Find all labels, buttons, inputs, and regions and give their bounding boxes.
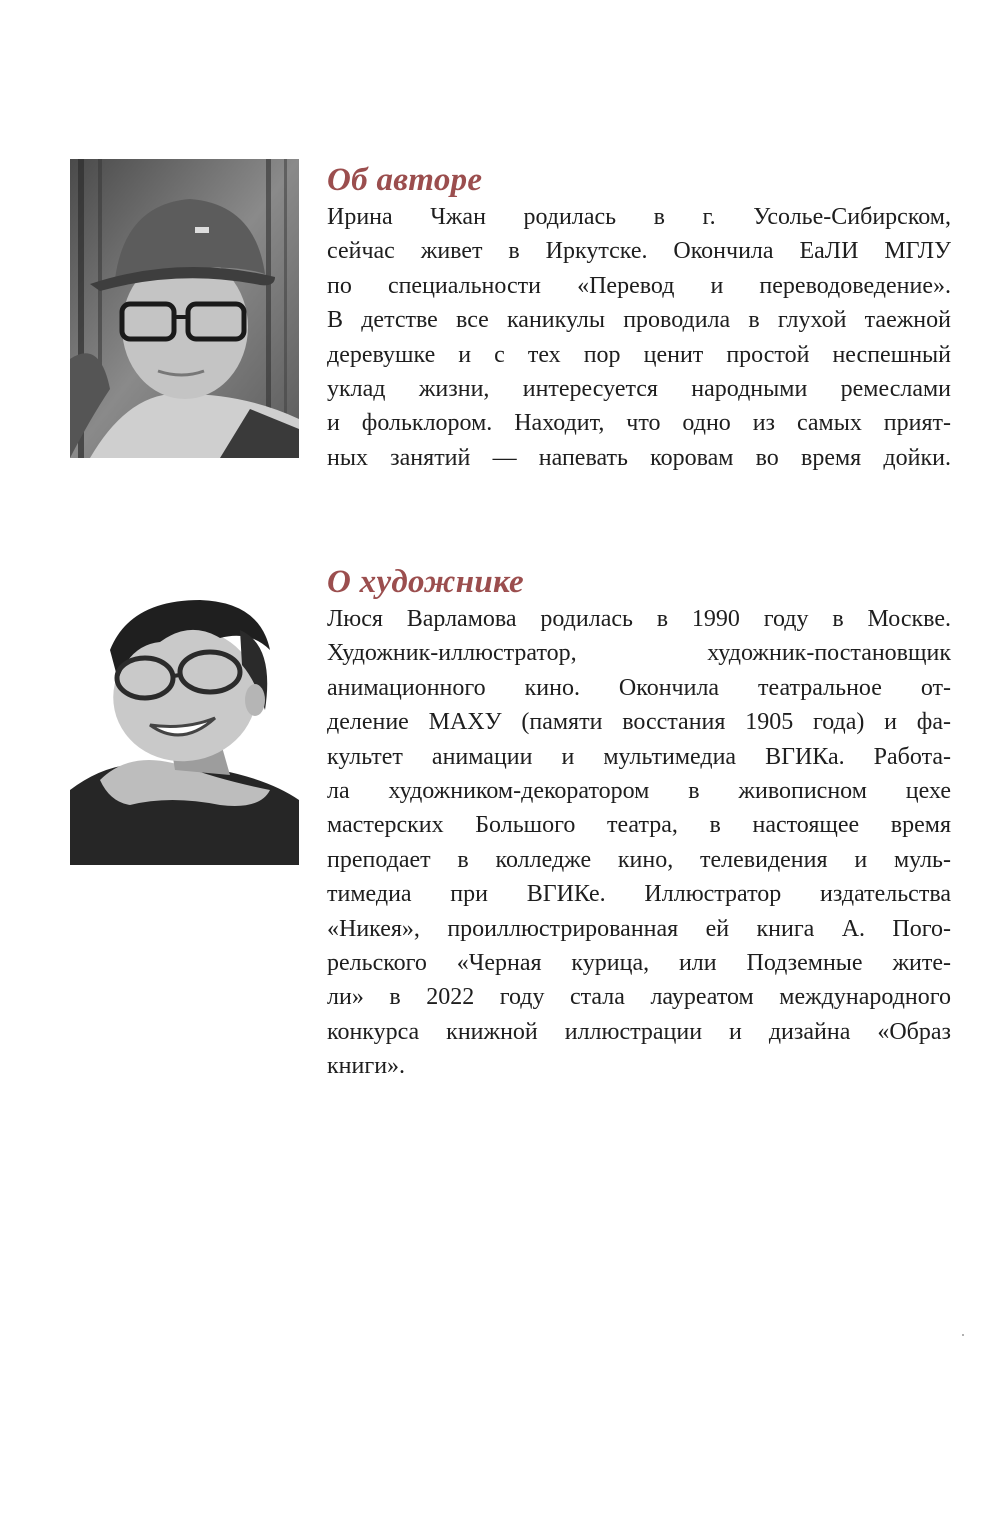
artist-bio-line: книги». <box>327 1053 406 1080</box>
artist-bio-line: ла художником-декоратором в живописном цехе <box>327 778 951 805</box>
author-heading: Об авторе <box>327 162 483 198</box>
author-section <box>327 160 951 475</box>
author-bio-line: деревушке и с тех пор ценит простой неспешный <box>327 341 951 368</box>
author-bio-line: В детстве все каникулы проводила в глухой таежной <box>327 307 951 334</box>
artist-bio-line: тимедиа при ВГИКе. Иллюстратор издательства <box>327 881 951 908</box>
author-bio-line: и фольклором. Находит, что одно из самых прият- <box>327 410 951 437</box>
artist-bio-line: ли» в 2022 году стала лауреатом международного <box>327 984 951 1011</box>
artist-bio-line: рельского «Черная курица, или Подземные жите- <box>327 950 951 977</box>
artist-bio-line: преподает в колледже кино, телевидения и муль- <box>327 846 951 873</box>
artist-bio <box>327 602 951 1084</box>
author-photo <box>70 159 299 458</box>
artist-bio-line: Люся Варламова родилась в 1990 году в Москве. <box>327 606 951 632</box>
author-bio-line: сейчас живет в Иркутске. Окончила ЕаЛИ МГЛУ <box>327 238 951 265</box>
artist-heading: О художнике <box>327 564 524 600</box>
author-bio-line: ных занятий — напевать коровам во время дойки. <box>327 444 951 471</box>
artist-bio-line: культет анимации и мультимедиа ВГИКа. Работа- <box>327 743 951 770</box>
artist-bio-line: мастерских Большого театра, в настоящее время <box>327 812 951 839</box>
artist-bio-line: «Никея», проиллюстрированная ей книга А. Пого- <box>327 915 951 942</box>
artist-bio-line: деление МАХУ (памяти восстания 1905 года) и фа- <box>327 709 951 736</box>
artist-bio-line: конкурса книжной иллюстрации и дизайна «Образ <box>327 1018 951 1045</box>
author-bio <box>327 200 951 475</box>
scan-speck <box>962 1334 964 1336</box>
artist-photo <box>70 590 299 865</box>
author-bio-line: уклад жизни, интересуется народными ремеслами <box>327 376 951 403</box>
artist-bio-line: анимационного кино. Окончила театральное от- <box>327 674 951 701</box>
author-bio-line: по специальности «Перевод и переводоведение». <box>327 272 951 299</box>
artist-bio-line: Художник-иллюстратор, художник-постановщик <box>327 640 951 667</box>
author-bio-line: Ирина Чжан родилась в г. Усолье-Сибирском, <box>327 204 951 230</box>
artist-section <box>327 562 951 1084</box>
